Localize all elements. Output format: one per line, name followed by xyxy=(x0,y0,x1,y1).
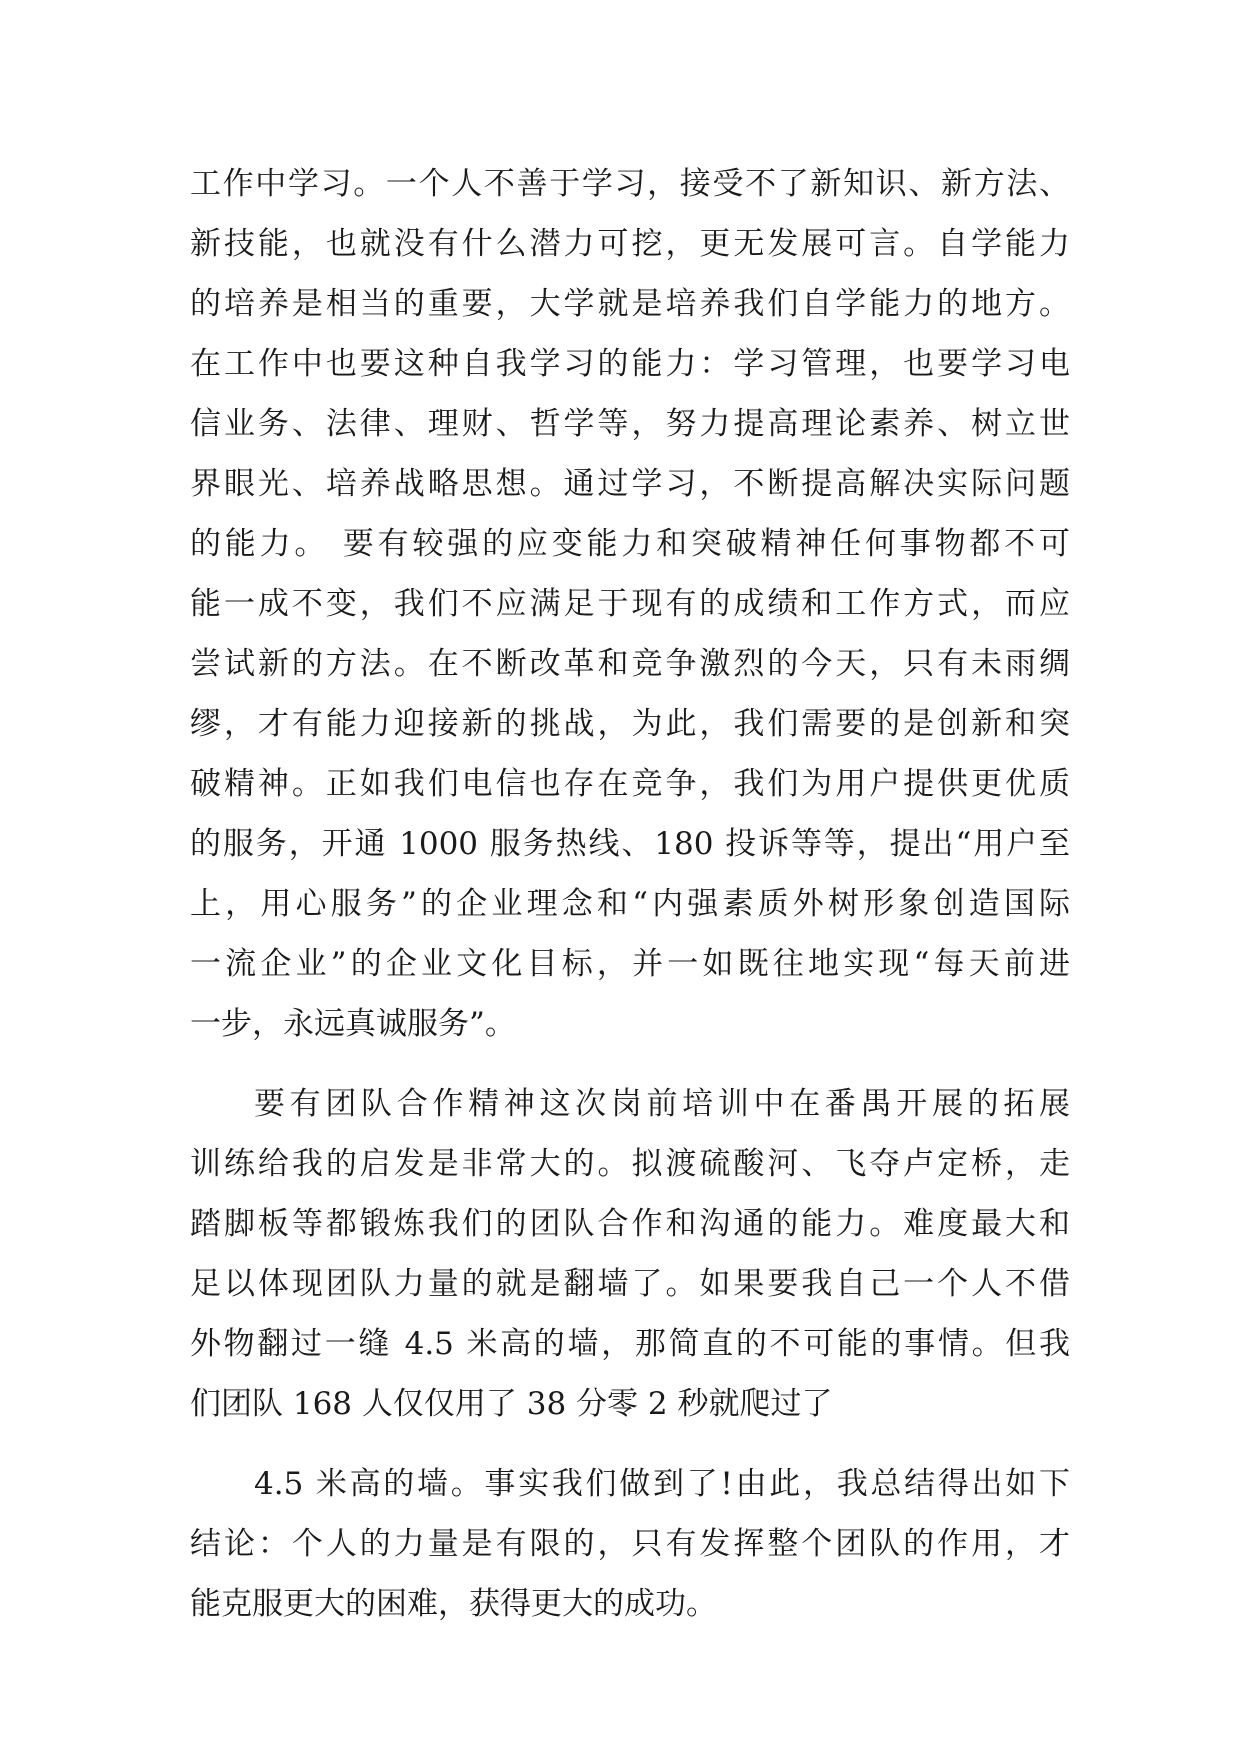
text-line: 的能力。 要有较强的应变能力和突破精神任何事物都不可 xyxy=(190,526,1070,562)
text-line: 足以体现团队力量的就是翻墙了。如果要我自己一个人不借 xyxy=(190,1266,1070,1302)
text-line: 4.5 米高的墙。事实我们做到了!由此，我总结得出如下 xyxy=(254,1466,1070,1502)
text-line: 能一成不变，我们不应满足于现有的成绩和工作方式，而应 xyxy=(190,586,1070,622)
text-line: 新技能，也就没有什么潜力可挖，更无发展可言。自学能力 xyxy=(190,226,1070,262)
text-line: 在工作中也要这种自我学习的能力：学习管理，也要学习电 xyxy=(190,346,1070,382)
text-line: 一步，永远真诚服务”。 xyxy=(190,1006,516,1042)
text-line: 的服务，开通 1000 服务热线、180 投诉等等，提出“用户至 xyxy=(190,826,1070,862)
text-line: 训练给我的启发是非常大的。拟渡硫酸河、飞夺卢定桥，走 xyxy=(190,1146,1070,1182)
text-line: 信业务、法律、理财、哲学等，努力提高理论素养、树立世 xyxy=(190,406,1070,442)
paragraph-conclusion xyxy=(190,1454,1070,1634)
text-line: 踏脚板等都锻炼我们的团队合作和沟通的能力。难度最大和 xyxy=(190,1206,1070,1242)
text-line: 能克服更大的困难，获得更大的成功。 xyxy=(190,1586,717,1622)
text-line: 缪，才有能力迎接新的挑战，为此，我们需要的是创新和突 xyxy=(190,706,1070,742)
text-line: 们团队 168 人仅仅用了 38 分零 2 秒就爬过了 xyxy=(190,1386,833,1422)
text-line: 工作中学习。一个人不善于学习，接受不了新知识、新方法、 xyxy=(190,166,1070,202)
text-line: 结论：个人的力量是有限的，只有发挥整个团队的作用，才 xyxy=(190,1526,1070,1562)
text-line: 外物翻过一缝 4.5 米高的墙，那简直的不可能的事情。但我 xyxy=(190,1326,1070,1362)
document-body xyxy=(190,154,1070,1634)
text-line: 要有团队合作精神这次岗前培训中在番禺开展的拓展 xyxy=(254,1086,1070,1122)
paragraph-teamwork xyxy=(190,1074,1070,1434)
text-line: 上，用心服务”的企业理念和“内强素质外树形象创造国际 xyxy=(190,886,1070,922)
text-line: 界眼光、培养战略思想。通过学习，不断提高解决实际问题 xyxy=(190,466,1070,502)
text-line: 的培养是相当的重要，大学就是培养我们自学能力的地方。 xyxy=(190,286,1070,322)
text-line: 尝试新的方法。在不断改革和竞争激烈的今天，只有未雨绸 xyxy=(190,646,1070,682)
text-line: 一流企业”的企业文化目标，并一如既往地实现“每天前进 xyxy=(190,946,1070,982)
text-line: 破精神。正如我们电信也存在竞争，我们为用户提供更优质 xyxy=(190,766,1070,802)
paragraph-learning xyxy=(190,154,1070,1054)
paragraph-gap xyxy=(190,1434,1070,1454)
paragraph-gap xyxy=(190,1054,1070,1074)
